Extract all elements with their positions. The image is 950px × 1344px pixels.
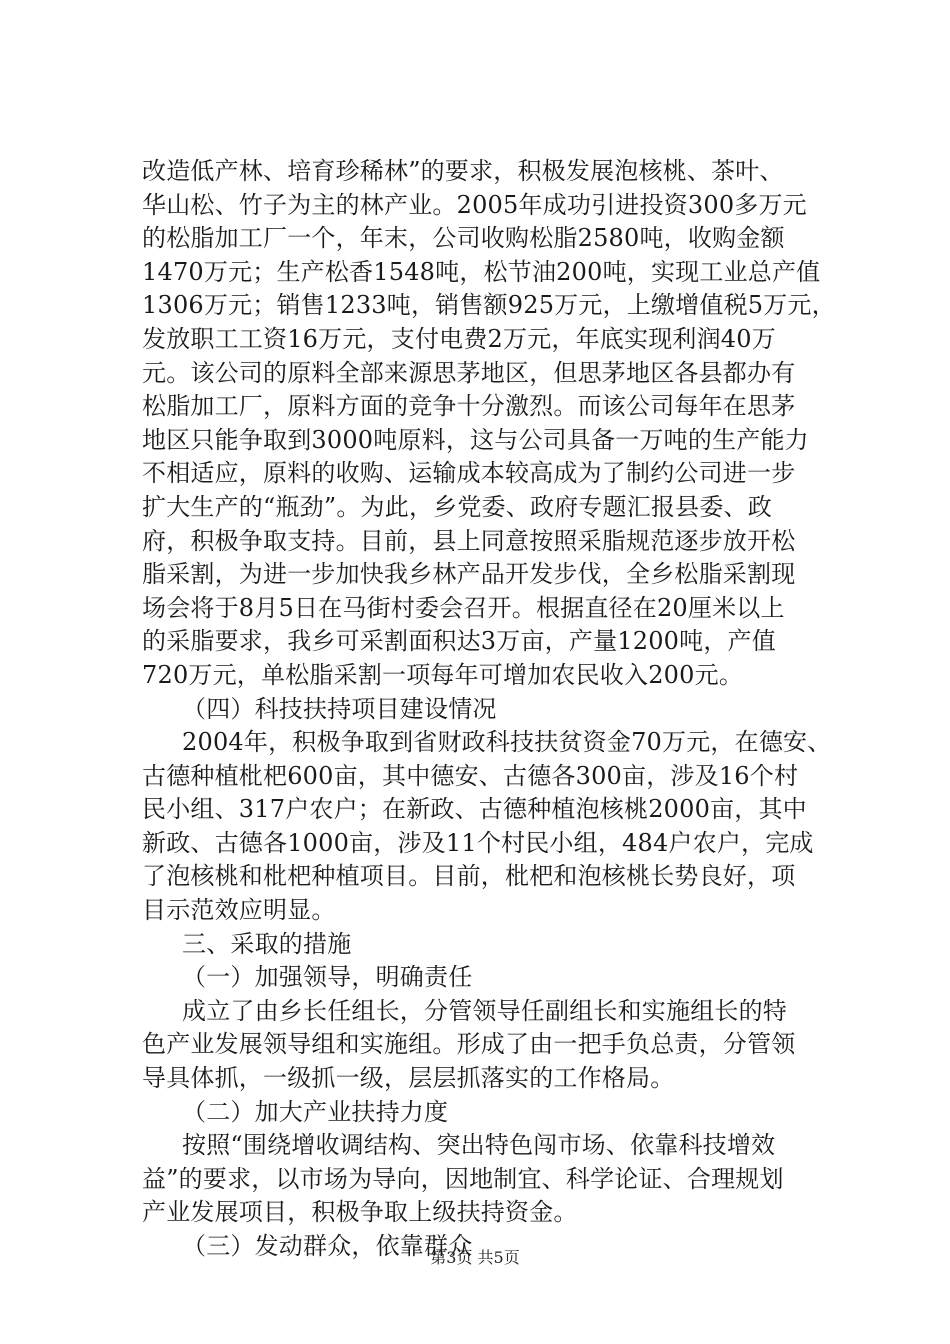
text-line: 的采脂要求，我乡可采割面积达3万亩，产量1200吨，产值 (142, 627, 776, 656)
text-line: 2004年，积极争取到省财政科技扶贫资金70万元，在德安、 (182, 728, 832, 757)
text-line: 脂采割，为进一步加快我乡林产品开发步伐，全乡松脂采割现 (142, 560, 796, 589)
text-line: （四）科技扶持项目建设情况 (182, 694, 497, 723)
text-line: 导具体抓，一级抓一级，层层抓落实的工作格局。 (142, 1064, 675, 1093)
text-line: 1306万元；销售1233吨，销售额925万元，上缴增值税5万元， (142, 291, 836, 320)
text-line: 720万元，单松脂采割一项每年可增加农民收入200元。 (142, 660, 744, 689)
page-footer: 第3页 共5页 (430, 1248, 520, 1267)
text-line: （二）加大产业扶持力度 (182, 1097, 449, 1126)
text-line: 益”的要求，以市场为导向，因地制宜、科学论证、合理规划 (142, 1164, 784, 1193)
text-line: 府，积极争取支持。目前，县上同意按照采脂规范逐步放开松 (142, 526, 796, 555)
document-body (142, 155, 836, 1264)
text-line: （三）发动群众，依靠群众 (182, 1232, 473, 1260)
text-line: 三、采取的措施 (182, 929, 352, 958)
text-line: 新政、古德各1000亩，涉及11个村民小组，484户农户，完成 (142, 828, 814, 857)
text-line: 色产业发展领导组和实施组。形成了由一把手负总责，分管领 (142, 1030, 796, 1059)
text-line: 按照“围绕增收调结构、突出特色闯市场、依靠科技增效 (182, 1131, 776, 1160)
text-line: 松脂加工厂，原料方面的竞争十分激烈。而该公司每年在思茅 (142, 392, 796, 421)
text-line: 地区只能争取到3000吨原料，这与公司具备一万吨的生产能力 (142, 425, 809, 454)
text-line: 民小组、317户农户；在新政、古德种植泡核桃2000亩，其中 (142, 795, 807, 824)
text-line: 不相适应，原料的收购、运输成本较高成为了制约公司进一步 (142, 459, 796, 488)
text-line: 产业发展项目，积极争取上级扶持资金。 (142, 1198, 578, 1227)
text-line: 华山松、竹子为主的林产业。2005年成功引进投资300多万元 (142, 190, 807, 219)
text-line: 成立了由乡长任组长，分管领导任副组长和实施组长的特 (182, 996, 787, 1025)
text-line: 了泡核桃和枇杷种植项目。目前，枇杷和泡核桃长势良好，项 (142, 862, 796, 891)
text-line: 扩大生产的“瓶劲”。为此，乡党委、政府专题汇报县委、政 (142, 492, 772, 521)
text-line: 目示范效应明显。 (142, 896, 336, 925)
text-line: 1470万元；生产松香1548吨，松节油200吨，实现工业总产值 (142, 257, 821, 286)
text-line: 场会将于8月5日在马街村委会召开。根据直径在20厘米以上 (142, 593, 785, 622)
text-line: （一）加强领导，明确责任 (182, 963, 473, 992)
text-line: 发放职工工资16万元，支付电费2万元，年底实现利润40万 (142, 324, 776, 353)
text-line: 改造低产林、培育珍稀林”的要求，积极发展泡核桃、茶叶、 (142, 157, 784, 185)
text-line: 古德种植枇杷600亩，其中德安、古德各300亩，涉及16个村 (142, 761, 799, 790)
text-line: 元。该公司的原料全部来源思茅地区，但思茅地区各县都办有 (142, 358, 796, 387)
text-line: 的松脂加工厂一个，年末，公司收购松脂2580吨，收购金额 (142, 224, 785, 253)
